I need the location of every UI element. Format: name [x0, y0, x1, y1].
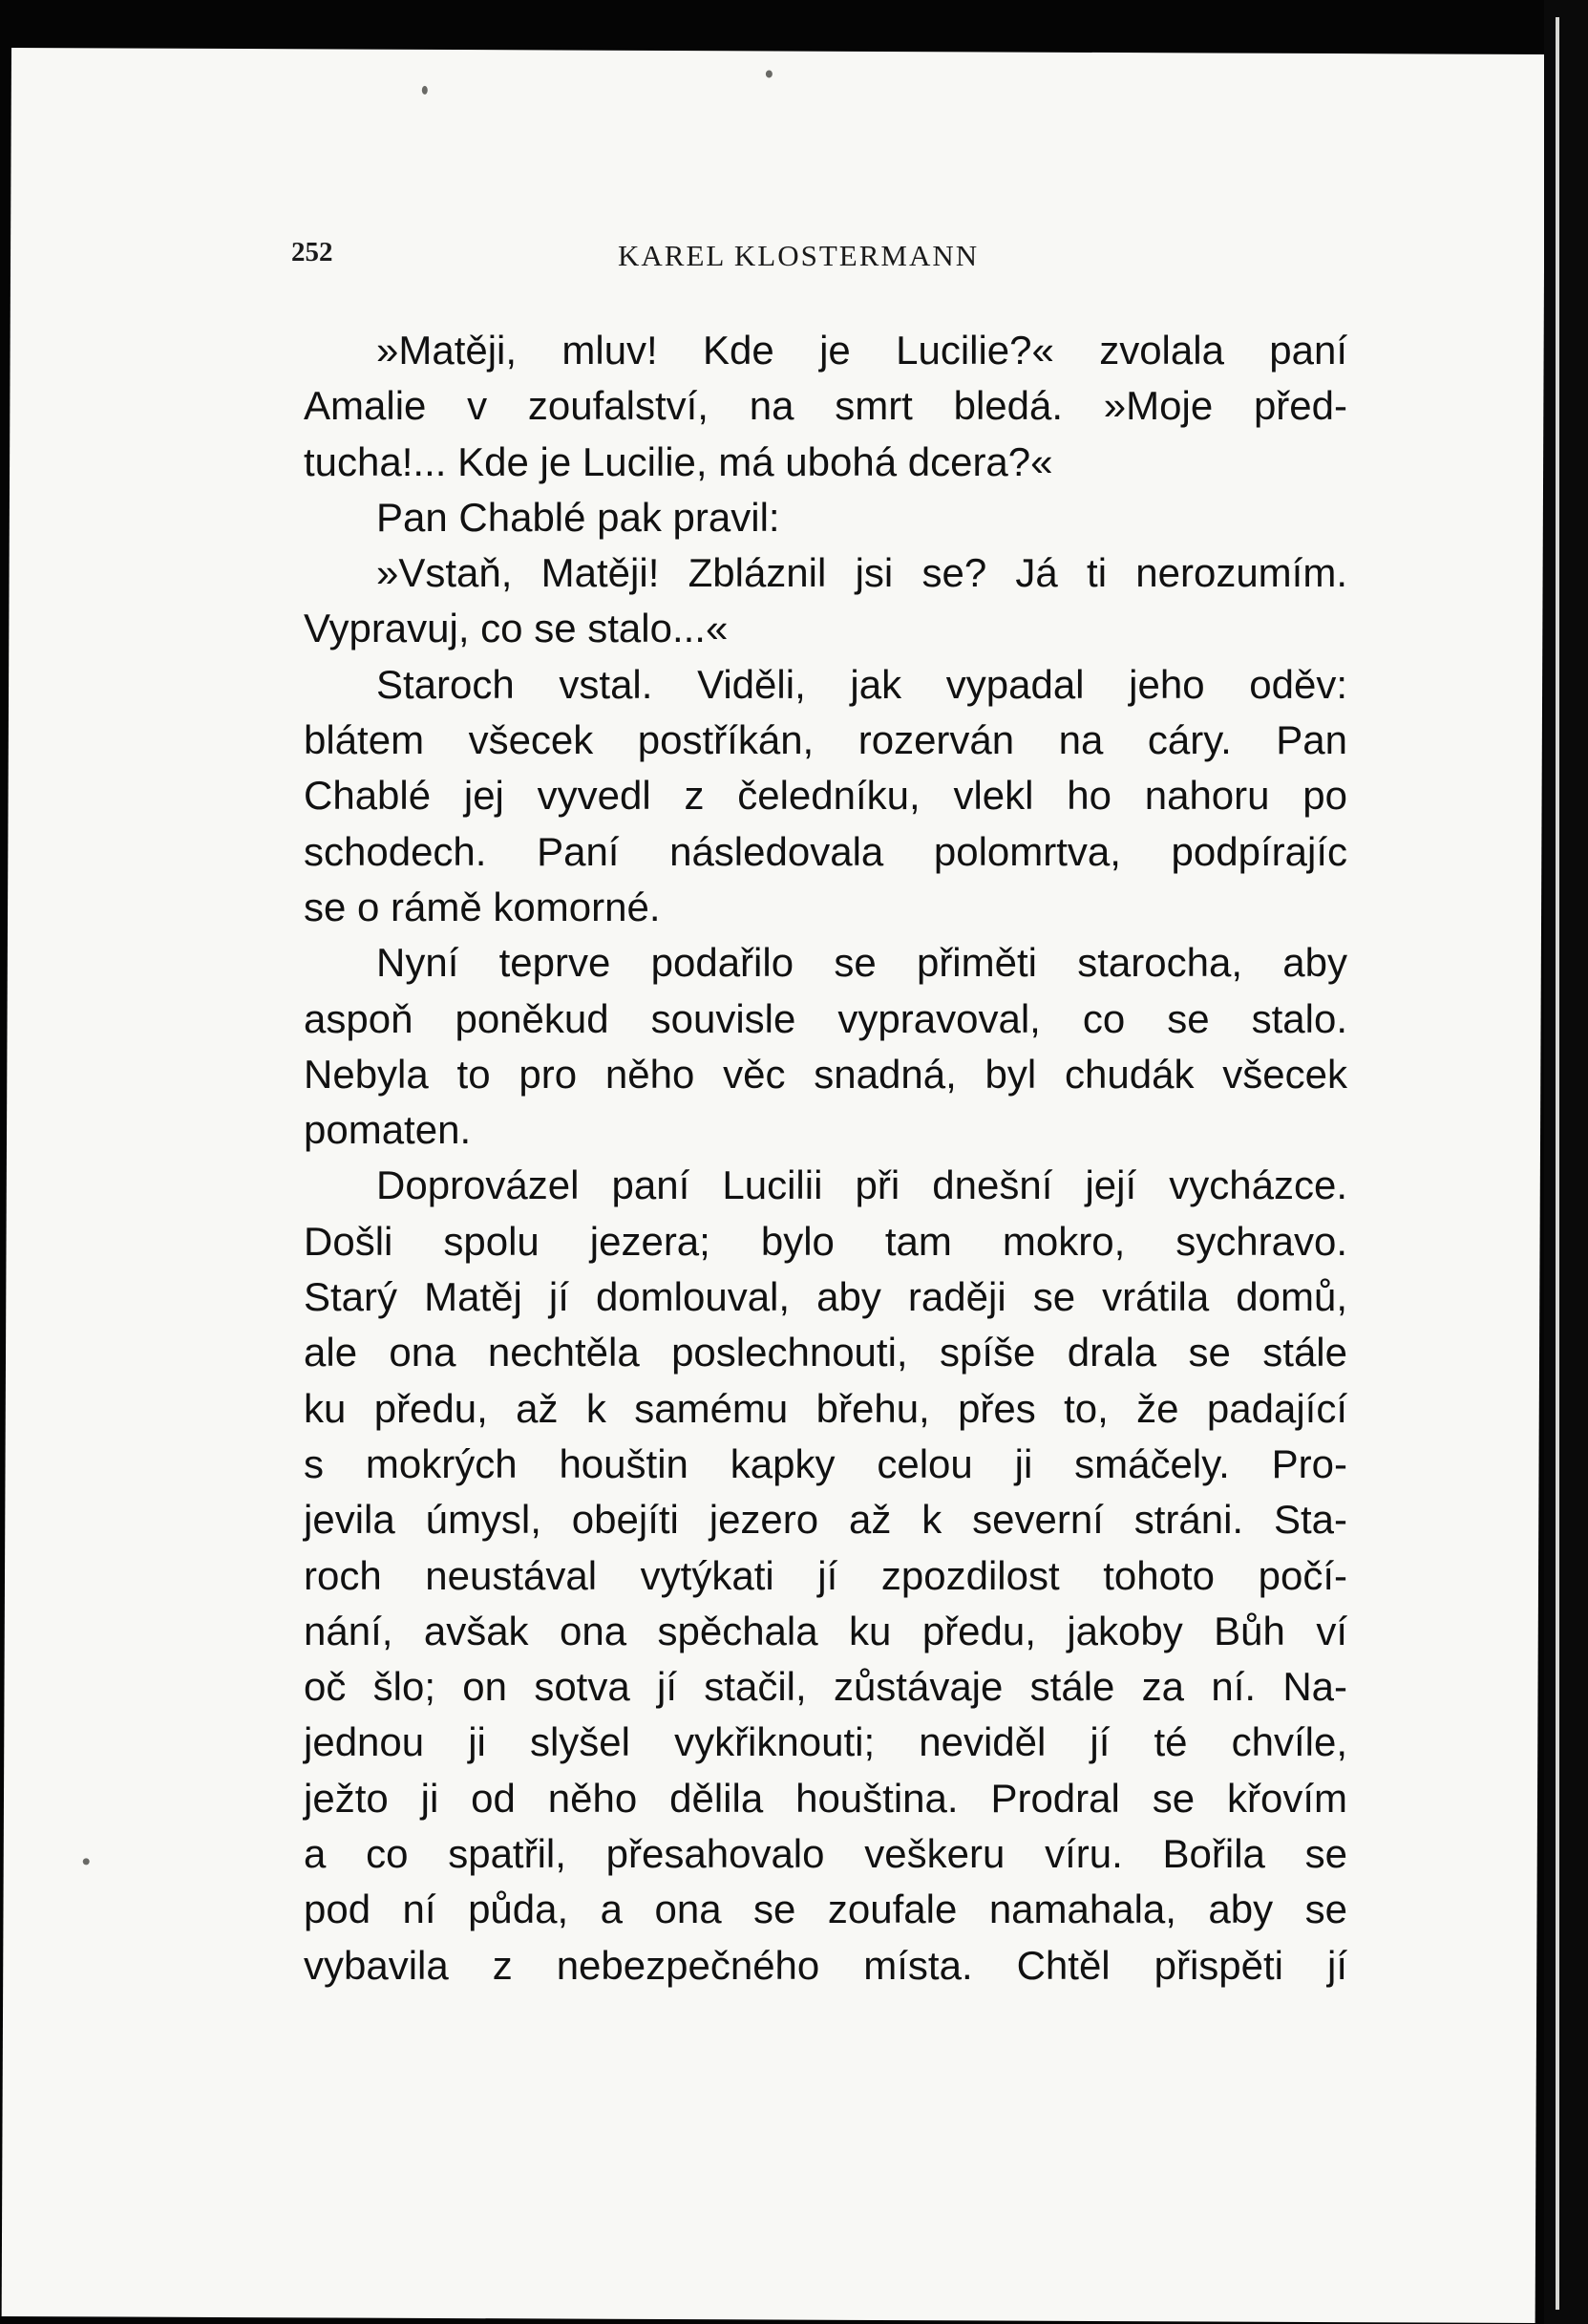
text-line: Nyní teprve podařilo se přiměti starocha, aby — [376, 940, 1347, 986]
text-line: se o rámě komorné. — [304, 884, 661, 929]
text-line: Pan Chablé pak pravil: — [376, 494, 780, 540]
page-edge-line — [1556, 17, 1559, 2310]
paper-speck — [766, 70, 773, 77]
text-line: a co spatřil, přesahovalo veškeru víru. Bořila se — [304, 1831, 1347, 1877]
scan-right-border — [1544, 0, 1588, 2324]
text-line: Doprovázel paní Lucilii při dnešní její vycházce. — [376, 1162, 1347, 1208]
text-line: tucha!... Kde je Lucilie, má ubohá dcera?« — [304, 438, 1053, 484]
text-line: pod ní půda, a ona se zoufale namahala, aby se — [304, 1887, 1347, 1932]
text-line: Staroch vstal. Viděli, jak vypadal jeho oděv: — [376, 661, 1347, 707]
text-line: Amalie v zoufalství, na smrt bledá. »Moje před- — [304, 383, 1347, 429]
text-line: schodech. Paní následovala polomrtva, podpírajíc — [304, 828, 1347, 874]
text-line: nání, avšak ona spěchala ku předu, jakoby Bůh ví — [304, 1608, 1347, 1653]
text-line: ježto ji od něho dělila houština. Prodral se křovím — [304, 1775, 1347, 1821]
text-line: Chablé jej vyvedl z čeledníku, vlekl ho nahoru po — [304, 773, 1347, 819]
text-line: ku předu, až k samému břehu, přes to, že padající — [304, 1385, 1347, 1431]
text-line: vybavila z nebezpečného místa. Chtěl přispěti jí — [304, 1942, 1347, 1988]
paper-speck — [422, 86, 428, 95]
paper-speck — [83, 1858, 90, 1865]
text-line: Nebyla to pro něho věc snadná, byl chudák všecek — [304, 1051, 1347, 1097]
text-line: jevila úmysl, obejíti jezero až k severní stráni. Sta- — [304, 1497, 1347, 1543]
page-header — [291, 237, 1246, 275]
text-line: ale ona nechtěla poslechnouti, spíše drala se stále — [304, 1330, 1347, 1375]
text-line: »Matěji, mluv! Kde je Lucilie?« zvolala paní — [376, 328, 1347, 373]
text-line: s mokrých houštin kapky celou ji smáčely. Pro- — [304, 1440, 1347, 1486]
text-line: jednou ji slyšel vykřiknouti; neviděl jí té chvíle, — [304, 1719, 1347, 1765]
text-line: aspoň poněkud souvisle vypravoval, co se stalo. — [304, 995, 1347, 1041]
text-line: »Vstaň, Matěji! Zbláznil jsi se? Já ti nerozumím. — [376, 550, 1347, 596]
text-line: oč šlo; on sotva jí stačil, zůstávaje stále za ní. Na- — [304, 1664, 1347, 1710]
body-text — [304, 323, 1347, 1994]
running-head: KAREL KLOSTERMANN — [618, 239, 980, 272]
text-line: pomaten. — [304, 1107, 472, 1153]
page-number: 252 — [291, 237, 333, 267]
text-line: Došli spolu jezera; bylo tam mokro, sychravo. — [304, 1218, 1347, 1264]
text-line: Starý Matěj jí domlouval, aby raději se vrátila domů, — [304, 1274, 1347, 1320]
text-line: Vypravuj, co se stalo...« — [304, 606, 729, 651]
text-line: blátem všecek postříkán, rozerván na cáry. Pan — [304, 717, 1347, 763]
text-line: roch neustával vytýkati jí zpozdilost tohoto počí- — [304, 1552, 1347, 1598]
